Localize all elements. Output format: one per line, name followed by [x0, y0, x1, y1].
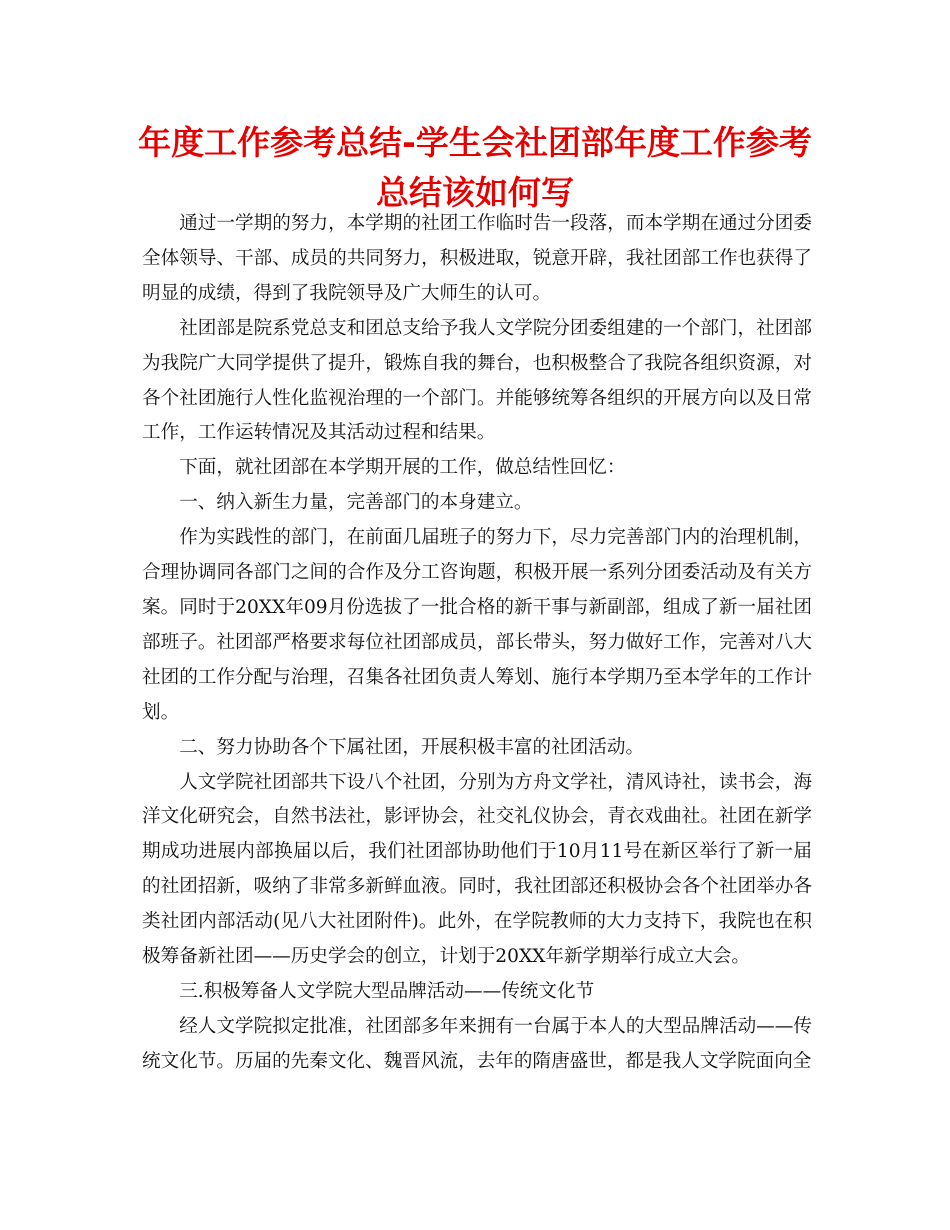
- paragraph-review-lead: 下面，就社团部在本学期开展的工作，做总结性回忆：: [179, 457, 626, 479]
- paragraph-intro: 通过一学期的努力，本学期的社团工作临时告一段落，而本学期在通过分团委全体领导、干部、成员的共同努力，积极进取，锐意开辟，我社团部工作也获得了明显的成绩，得到了我院领导及广大师生的认可。: [142, 213, 812, 304]
- paragraph-department-overview: 社团部是院系党总支和团总支给予我人文学院分团委组建的一个部门，社团部为我院广大同学提供了提升，锻炼自我的舞台，也积极整合了我院各组织资源，对各个社团施行人性化监视治理的一个部门。并能够统筹各组织的开展方向以及日常工作，工作运转情况及其活动过程和结果。: [142, 317, 812, 444]
- section-heading-2: 二、努力协助各个下属社团，开展积极丰富的社团活动。: [179, 736, 645, 758]
- document-body: [142, 207, 812, 1080]
- paragraph-section-3: 经人文学院拟定批准，社团部多年来拥有一台属于本人的大型品牌活动——传统文化节。历届的先秦文化、魏晋风流，去年的隋唐盛世，都是我人文学院面向全: [142, 1015, 812, 1072]
- paragraph-section-1: 作为实践性的部门，在前面几届班子的努力下，尽力完善部门内的治理机制，合理协调同各部门之间的合作及分工咨询题，积极开展一系列分团委活动及有关方案。同时于20XX年09月份选拔了一批合格的新干事与新副部，组成了新一届社团部班子。社团部严格要求每位社团部成员，部长带头，努力做好工作，完善对八大社团的工作分配与治理，召集各社团负责人筹划、施行本学期乃至本学年的工作计划。: [142, 527, 812, 723]
- document-title: 年度工作参考总结-学生会社团部年度工作参考总结该如何写: [138, 123, 812, 212]
- section-heading-1: 一、纳入新生力量，完善部门的本身建立。: [179, 492, 533, 514]
- paragraph-section-2: 人文学院社团部共下设八个社团，分别为方舟文学社，清风诗社，读书会，海洋文化研究会，自然书法社，影评协会，社交礼仪协会，青衣戏曲社。社团在新学期成功进展内部换届以后，我们社团部协助他们于10月11号在新区举行了新一届的社团招新，吸纳了非常多新鲜血液。同时，我社团部还积极协会各个社团举办各类社团内部活动(见八大社团附件)。此外，在学院教师的大力支持下，我院也在积极筹备新社团——历史学会的创立，计划于20XX年新学期举行成立大会。: [142, 771, 812, 968]
- section-heading-3: 三.积极筹备人文学院大型品牌活动——传统文化节: [179, 980, 595, 1002]
